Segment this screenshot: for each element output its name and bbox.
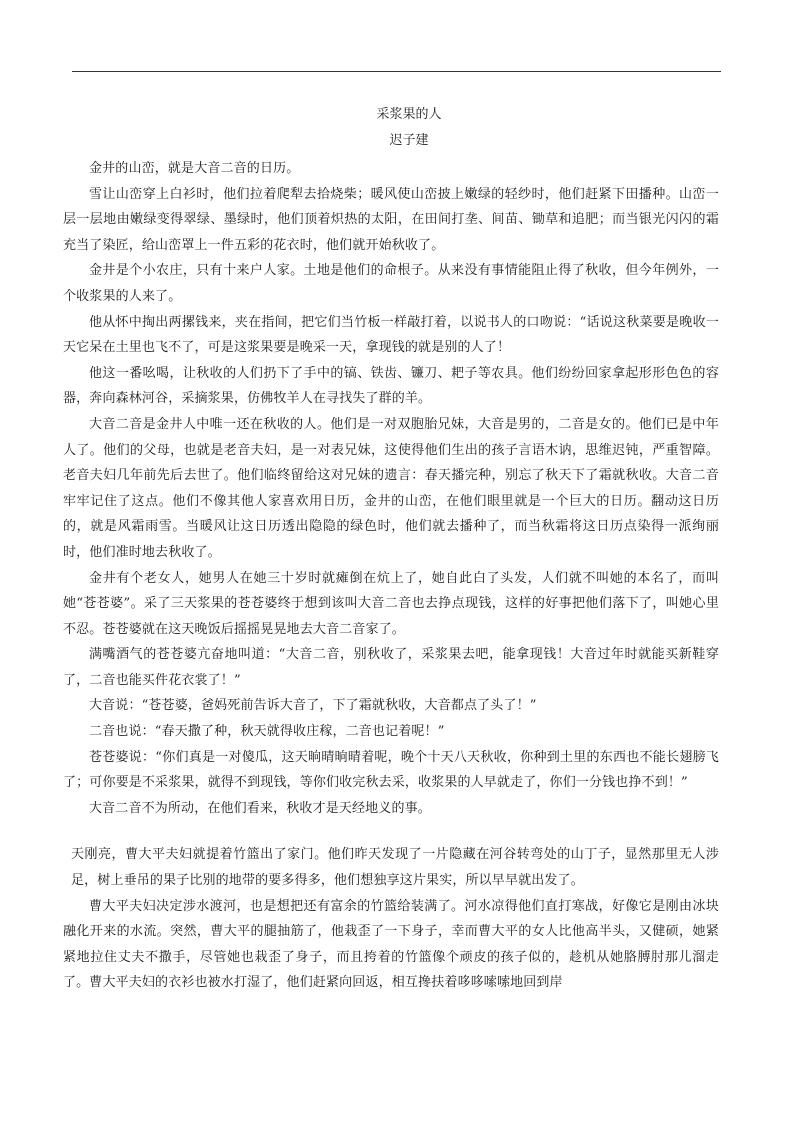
paragraph: 二音也说：“春天撒了种，秋天就得收庄稼，二音也记着呢！” — [89, 724, 445, 740]
paragraph: 曹大平夫妇决定涉水渡河，也是想把还有富余的竹篮给装满了。河水凉得他们直打寒战，好像它是刚由冰块融化开来的水流。突然，曹大平的腿抽筋了，他栽歪了一下身子，幸而曹大平的女人比他高半头，又健硕，她紧紧地拉住丈夫不撒手，尽管她也栽歪了身子，而且挎着的竹篮像个顽皮的孩子似的，趁机从她胳膊肘那儿溜走了。曹大平夫妇的衣衫也被水打湿了，他们赶紧向回返，相互搀扶着哆哆嗦嗦地回到岸 — [63, 898, 719, 991]
article — [63, 104, 719, 996]
paragraph: 金井是个小农庄，只有十来户人家。土地是他们的命根子。从来没有事情能阻止得了秋收，但今年例外，一个收浆果的人来了。 — [63, 263, 719, 304]
header-rule — [72, 71, 721, 72]
article-author: 迟子建 — [389, 133, 429, 148]
article-body-part2 — [63, 842, 719, 996]
paragraph: 苍苍婆说：“你们真是一对傻瓜，这天晌晴晌晴着呢，晚个十天八天秋收，你种到土里的东西也不能长翅膀飞了；可你要是不采浆果，就得不到现钱，等你们收完秋去采，收浆果的人早就走了，你们一分钱也挣不到！” — [63, 749, 719, 791]
paragraph: 雪让山峦穿上白衫时，他们拉着爬犁去拾烧柴；暖风使山峦披上嫩绿的轻纱时，他们赶紧下田播种。山峦一层一层地由嫩绿变得翠绿、墨绿时，他们顶着炽热的太阳，在田间打垄、间苗、锄草和追肥；而当银光闪闪的霜充当了染匠，给山峦罩上一件五彩的花衣时，他们就开始秋收了。 — [63, 186, 719, 253]
section-gap — [89, 821, 719, 842]
paragraph: 满嘴酒气的苍苍婆亢奋地叫道：“大音二音，别秋收了，采浆果去吧，能拿现钱！大音过年时就能买新鞋穿了，二音也能买件花衣裳了！” — [63, 647, 719, 688]
article-body-part1 — [63, 156, 719, 821]
paragraph: 大音二音是金井人中唯一还在秋收的人。他们是一对双胞胎兄妹，大音是男的，二音是女的。他们已是中年人了。他们的父母，也就是老音夫妇，是一对表兄妹，这使得他们生出的孩子言语木讷，思维迟钝，严重智障。老音夫妇几年前先后去世了。他们临终留给这对兄妹的遗言：春天播完种，别忘了秋天下了霜就秋收。大音二音牢牢记住了这点。他们不像其他人家喜欢用日历，金井的山峦，在他们眼里就是一个巨大的日历。翻动这日历的，就是风霜雨雪。当暖风让这日历透出隐隐的绿色时，他们就去播种了，而当秋霜将这日历点染得一派绚丽时，他们准时地去秋收了。 — [63, 416, 719, 560]
paragraph: 大音二音不为所动，在他们看来，秋收才是天经地义的事。 — [89, 800, 431, 816]
paragraph: 天刚亮，曹大平夫妇就提着竹篮出了家门。他们昨天发现了一片隐藏在河谷转弯处的山丁子，显然那里无人涉足，树上垂吊的果子比别的地带的要多得多，他们想独享这片果实，所以早早就出发了。 — [71, 847, 719, 889]
paragraph: 金井有个老女人，她男人在她三十岁时就瘫倒在炕上了，她自此白了头发，人们就不叫她的本名了，而叫她“苍苍婆”。采了三天浆果的苍苍婆终于想到该叫大音二音也去挣点现钱，这样的好事把他们落下了，叫她心里不忍。苍苍婆就在这天晚饭后摇摇晃晃地去大音二音家了。 — [63, 570, 719, 637]
paragraph: 金井的山峦，就是大音二音的日历。 — [89, 161, 300, 176]
paragraph: 他这一番吆喝，让秋收的人们扔下了手中的镐、铁齿、镰刀、耙子等农具。他们纷纷回家拿起形形色色的容器，奔向森林河谷，采摘浆果，仿佛牧羊人在寻找失了群的羊。 — [63, 365, 719, 407]
article-title: 采浆果的人 — [376, 107, 442, 122]
paragraph: 大音说：“苍苍婆，爸妈死前告诉大音了，下了霜就秋收，大音都点了头了！” — [89, 698, 537, 714]
paragraph: 他从怀中掏出两摞钱来，夹在指间，把它们当竹板一样敲打着，以说书人的口吻说：“话说这秋菜要是晚收一天它呆在土里也飞不了，可是这浆果要是晚采一天，拿现钱的就是别的人了！ — [63, 314, 719, 356]
